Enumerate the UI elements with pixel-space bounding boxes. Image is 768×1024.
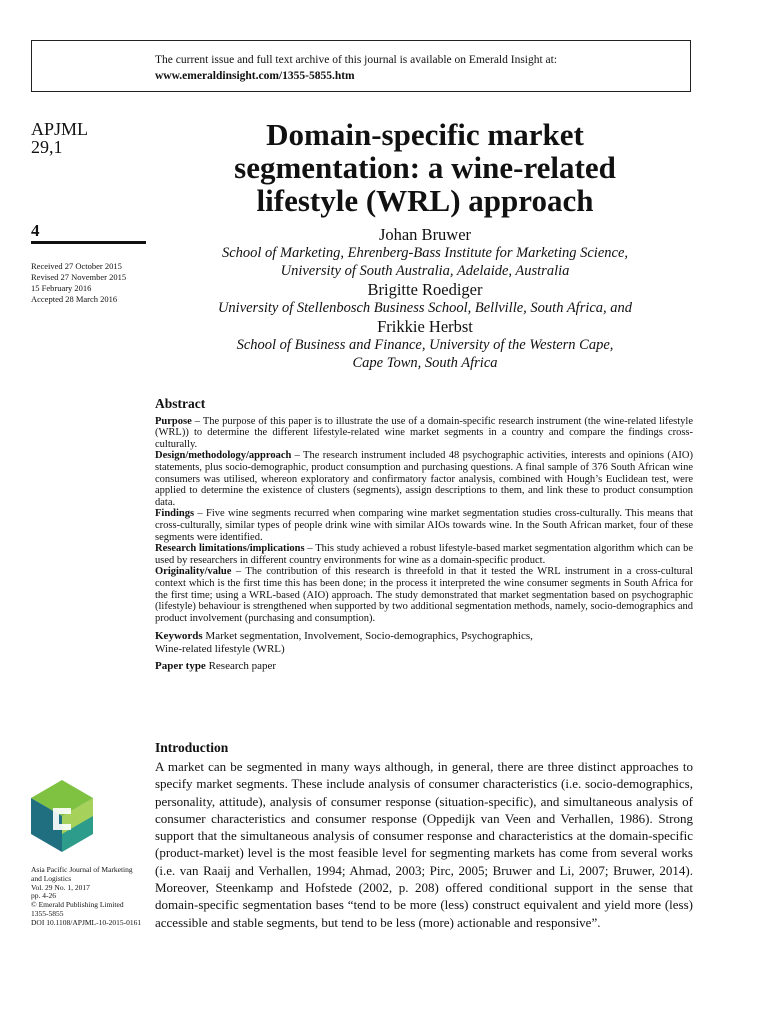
abstract-findings bbox=[155, 508, 693, 543]
originality-text: – The contribution of this research is threefold in that it tested the WRL instrument in a cross-cultural context which is the first time this has been done; in the process it interpreted the wine consumer segments in South Africa for the first time; using a WRL-based (AIO) approach. The study demonstrated that market segmentation based on psychographic (lifestyle) behaviour is strengthened when supported by two additional segmentation methods, namely, socio-demographics and product involvement (purchasing and consumption). bbox=[155, 566, 693, 624]
access-notice-box bbox=[31, 40, 691, 92]
volume-issue: 29,1 bbox=[31, 137, 63, 157]
journal-url-link[interactable]: www.emeraldinsight.com/1355-5855.htm bbox=[155, 70, 355, 82]
abstract-purpose bbox=[155, 416, 693, 451]
purpose-text: – The purpose of this paper is to illustrate the use of a domain-specific research instrument (the wine-related lifestyle (WRL)) to determine the different lifestyle-related wine market segments in a country and compare the findings cross-culturally. bbox=[155, 415, 693, 450]
doi-link[interactable]: DOI 10.1108/APJML-10-2015-0161 bbox=[31, 917, 142, 927]
affiliation: University of Stellenbosch Business School, Bellville, South Africa, and bbox=[217, 300, 633, 316]
author-name: Brigitte Roediger bbox=[367, 280, 483, 299]
abstract-originality bbox=[155, 566, 693, 624]
pubinfo-line: Vol. 29 No. 1, 2017 bbox=[31, 882, 90, 892]
page-number: 4 bbox=[31, 221, 40, 240]
affiliation: University of South Australia, Adelaide, Australia bbox=[280, 263, 570, 279]
author-block bbox=[160, 225, 690, 372]
introduction-body: A market can be segmented in many ways although, in general, there are three distinct approaches to specify market segments. These include analysis of consumer characteristics (i.e. socio-demographics, personality, attitude), analysis of consumer response (situation-specific), and simultaneous analysis of consumer characteristics and consumer response (Oppedijk van Veen and Verhallen, 1986). Strong support that the simultaneous analysis of consumer response and characteristics at the domain-specific (product-market) level is the most feasible level for segmenting markets has come from several works (i.e. van Raaij and Verhallen, 1994; Ahmad, 2003; Pirc, 2005; Bruwer and Li, 2007; Bruwer, 2014). Moreover, Steenkamp and Hofstede (2002, p. 208) offered conditional support in the sense that domain-specific segmentation bases “tend to be more (less) construct equivalent and yield more (less) accessible and stable segments, but tend to be less (more) actionable and responsive”. bbox=[155, 759, 693, 930]
pubinfo-line: 1355-5855 bbox=[31, 908, 64, 918]
purpose-label: Purpose bbox=[155, 415, 192, 427]
abstract-design bbox=[155, 450, 693, 508]
date-line: Received 27 October 2015 bbox=[31, 261, 122, 271]
limitations-text: – This study achieved a robust lifestyle-based market segmentation algorithm which can be used by researchers in different country environments for wine as a domain-specific product. bbox=[155, 543, 693, 566]
emerald-logo-icon bbox=[31, 780, 93, 852]
keywords-label: Keywords bbox=[155, 630, 203, 643]
keywords bbox=[155, 630, 693, 655]
received-dates bbox=[31, 261, 126, 305]
paper-type-label: Paper type bbox=[155, 660, 206, 673]
paper-type-text: Research paper bbox=[205, 660, 277, 673]
findings-label: Findings bbox=[155, 508, 195, 520]
author-name: Johan Bruwer bbox=[378, 225, 472, 244]
date-line: 15 February 2016 bbox=[31, 283, 92, 293]
limitations-label: Research limitations/implications bbox=[155, 543, 305, 555]
design-label: Design/methodology/approach bbox=[155, 450, 292, 462]
abstract-section bbox=[155, 398, 693, 673]
abstract-limitations bbox=[155, 543, 693, 566]
affiliation: School of Business and Finance, University of the Western Cape, bbox=[236, 337, 614, 353]
journal-abbrev: APJML bbox=[31, 119, 89, 139]
author-name: Frikkie Herbst bbox=[377, 317, 473, 336]
keywords-text: Market segmentation, Involvement, Socio-demographics, Psychographics, bbox=[202, 630, 533, 643]
title-line: segmentation: a wine-related bbox=[234, 150, 616, 185]
affiliation: School of Marketing, Ehrenberg-Bass Institute for Marketing Science, bbox=[221, 245, 629, 261]
introduction-section bbox=[155, 740, 693, 931]
design-text: – The research instrument included 48 psychographic activities, interests and opinions (AIO) statements, plus socio-demographic, product consumption and purchasing questions. A final sample of 376 South African wine consumers was utilised, whereon exploratory and confirmatory factor analysis, combined with Hough’s Euclidean test, were applied to determine the existence of clusters (segments), assign descriptions to them, and link these to product consumption data. bbox=[155, 450, 693, 508]
keywords-text: Wine-related lifestyle (WRL) bbox=[155, 642, 285, 655]
title-line: lifestyle (WRL) approach bbox=[256, 183, 594, 218]
findings-text: – Five wine segments recurred when comparing wine market segmentation studies cross-culturally. This means that cross-culturally, similar types of people drink wine with similar AIOs towards wine. In the South African market, four of these segments were identified. bbox=[155, 508, 693, 543]
pubinfo-line: Asia Pacific Journal of Marketing bbox=[31, 865, 133, 874]
pubinfo-line: © Emerald Publishing Limited bbox=[31, 900, 124, 910]
publication-info bbox=[31, 866, 151, 928]
affiliation: Cape Town, South Africa bbox=[352, 355, 498, 371]
pubinfo-line: pp. 4-26 bbox=[31, 891, 56, 901]
journal-label bbox=[31, 120, 88, 156]
introduction-heading: Introduction bbox=[155, 740, 229, 755]
sidebar-rule bbox=[31, 241, 146, 244]
date-line: Accepted 28 March 2016 bbox=[31, 294, 118, 304]
access-notice-text: The current issue and full text archive of this journal is available on Emerald Insight at: bbox=[155, 54, 558, 66]
originality-label: Originality/value bbox=[155, 566, 232, 578]
title-line: Domain-specific market bbox=[266, 117, 584, 152]
pubinfo-line: and Logistics bbox=[31, 873, 72, 883]
article-title bbox=[160, 118, 690, 217]
date-line: Revised 27 November 2015 bbox=[31, 272, 127, 282]
paper-type bbox=[155, 661, 693, 673]
abstract-heading: Abstract bbox=[155, 396, 206, 411]
